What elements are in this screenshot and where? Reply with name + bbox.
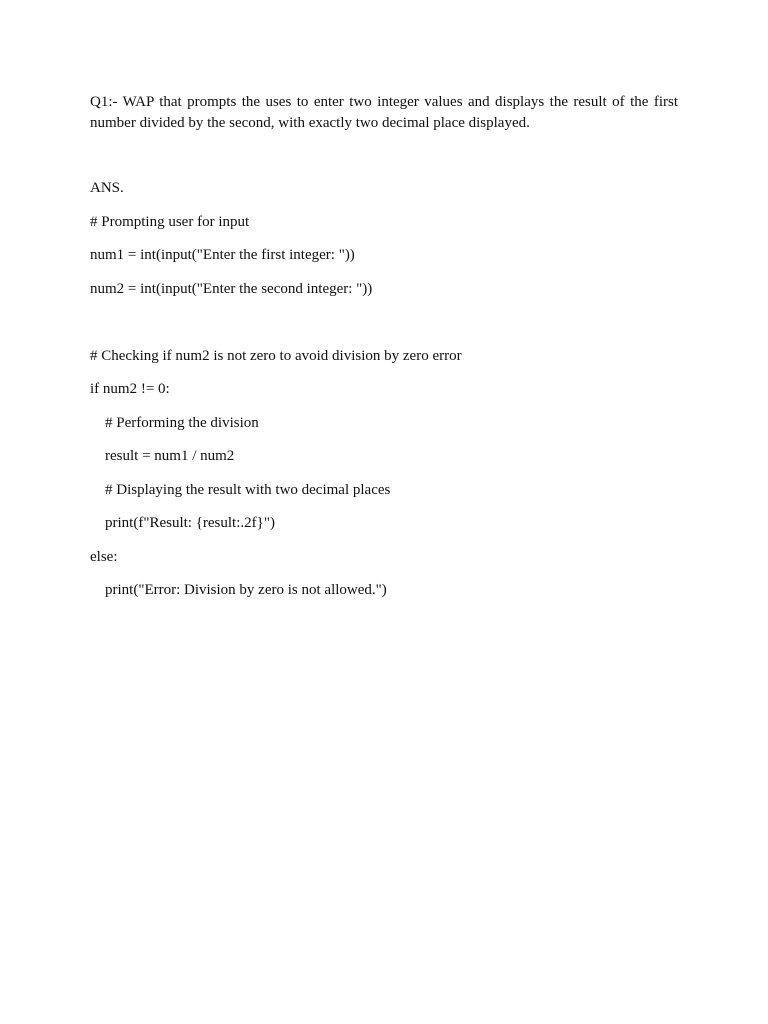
code-line-num1: num1 = int(input("Enter the first integer: ")) <box>90 247 355 263</box>
code-comment-prompt: # Prompting user for input <box>90 214 250 230</box>
answer-heading: ANS. <box>90 180 124 196</box>
code-comment-check: # Checking if num2 is not zero to avoid division by zero error <box>90 348 462 364</box>
code-line-print-result: print(f"Result: {result:.2f}") <box>105 515 275 531</box>
code-line-if: if num2 != 0: <box>90 381 170 397</box>
code-line-result: result = num1 / num2 <box>105 448 235 464</box>
code-line-else: else: <box>90 549 118 565</box>
question-text: Q1:- WAP that prompts the uses to enter two integer values and displays the result of the first number divided by the second, with exactly two decimal place displayed. <box>90 94 678 131</box>
code-comment-division: # Performing the division <box>105 415 259 431</box>
code-comment-display: # Displaying the result with two decimal places <box>105 482 391 498</box>
code-line-num2: num2 = int(input("Enter the second integer: ")) <box>90 281 373 297</box>
code-line-print-error: print("Error: Division by zero is not allowed.") <box>105 582 387 598</box>
